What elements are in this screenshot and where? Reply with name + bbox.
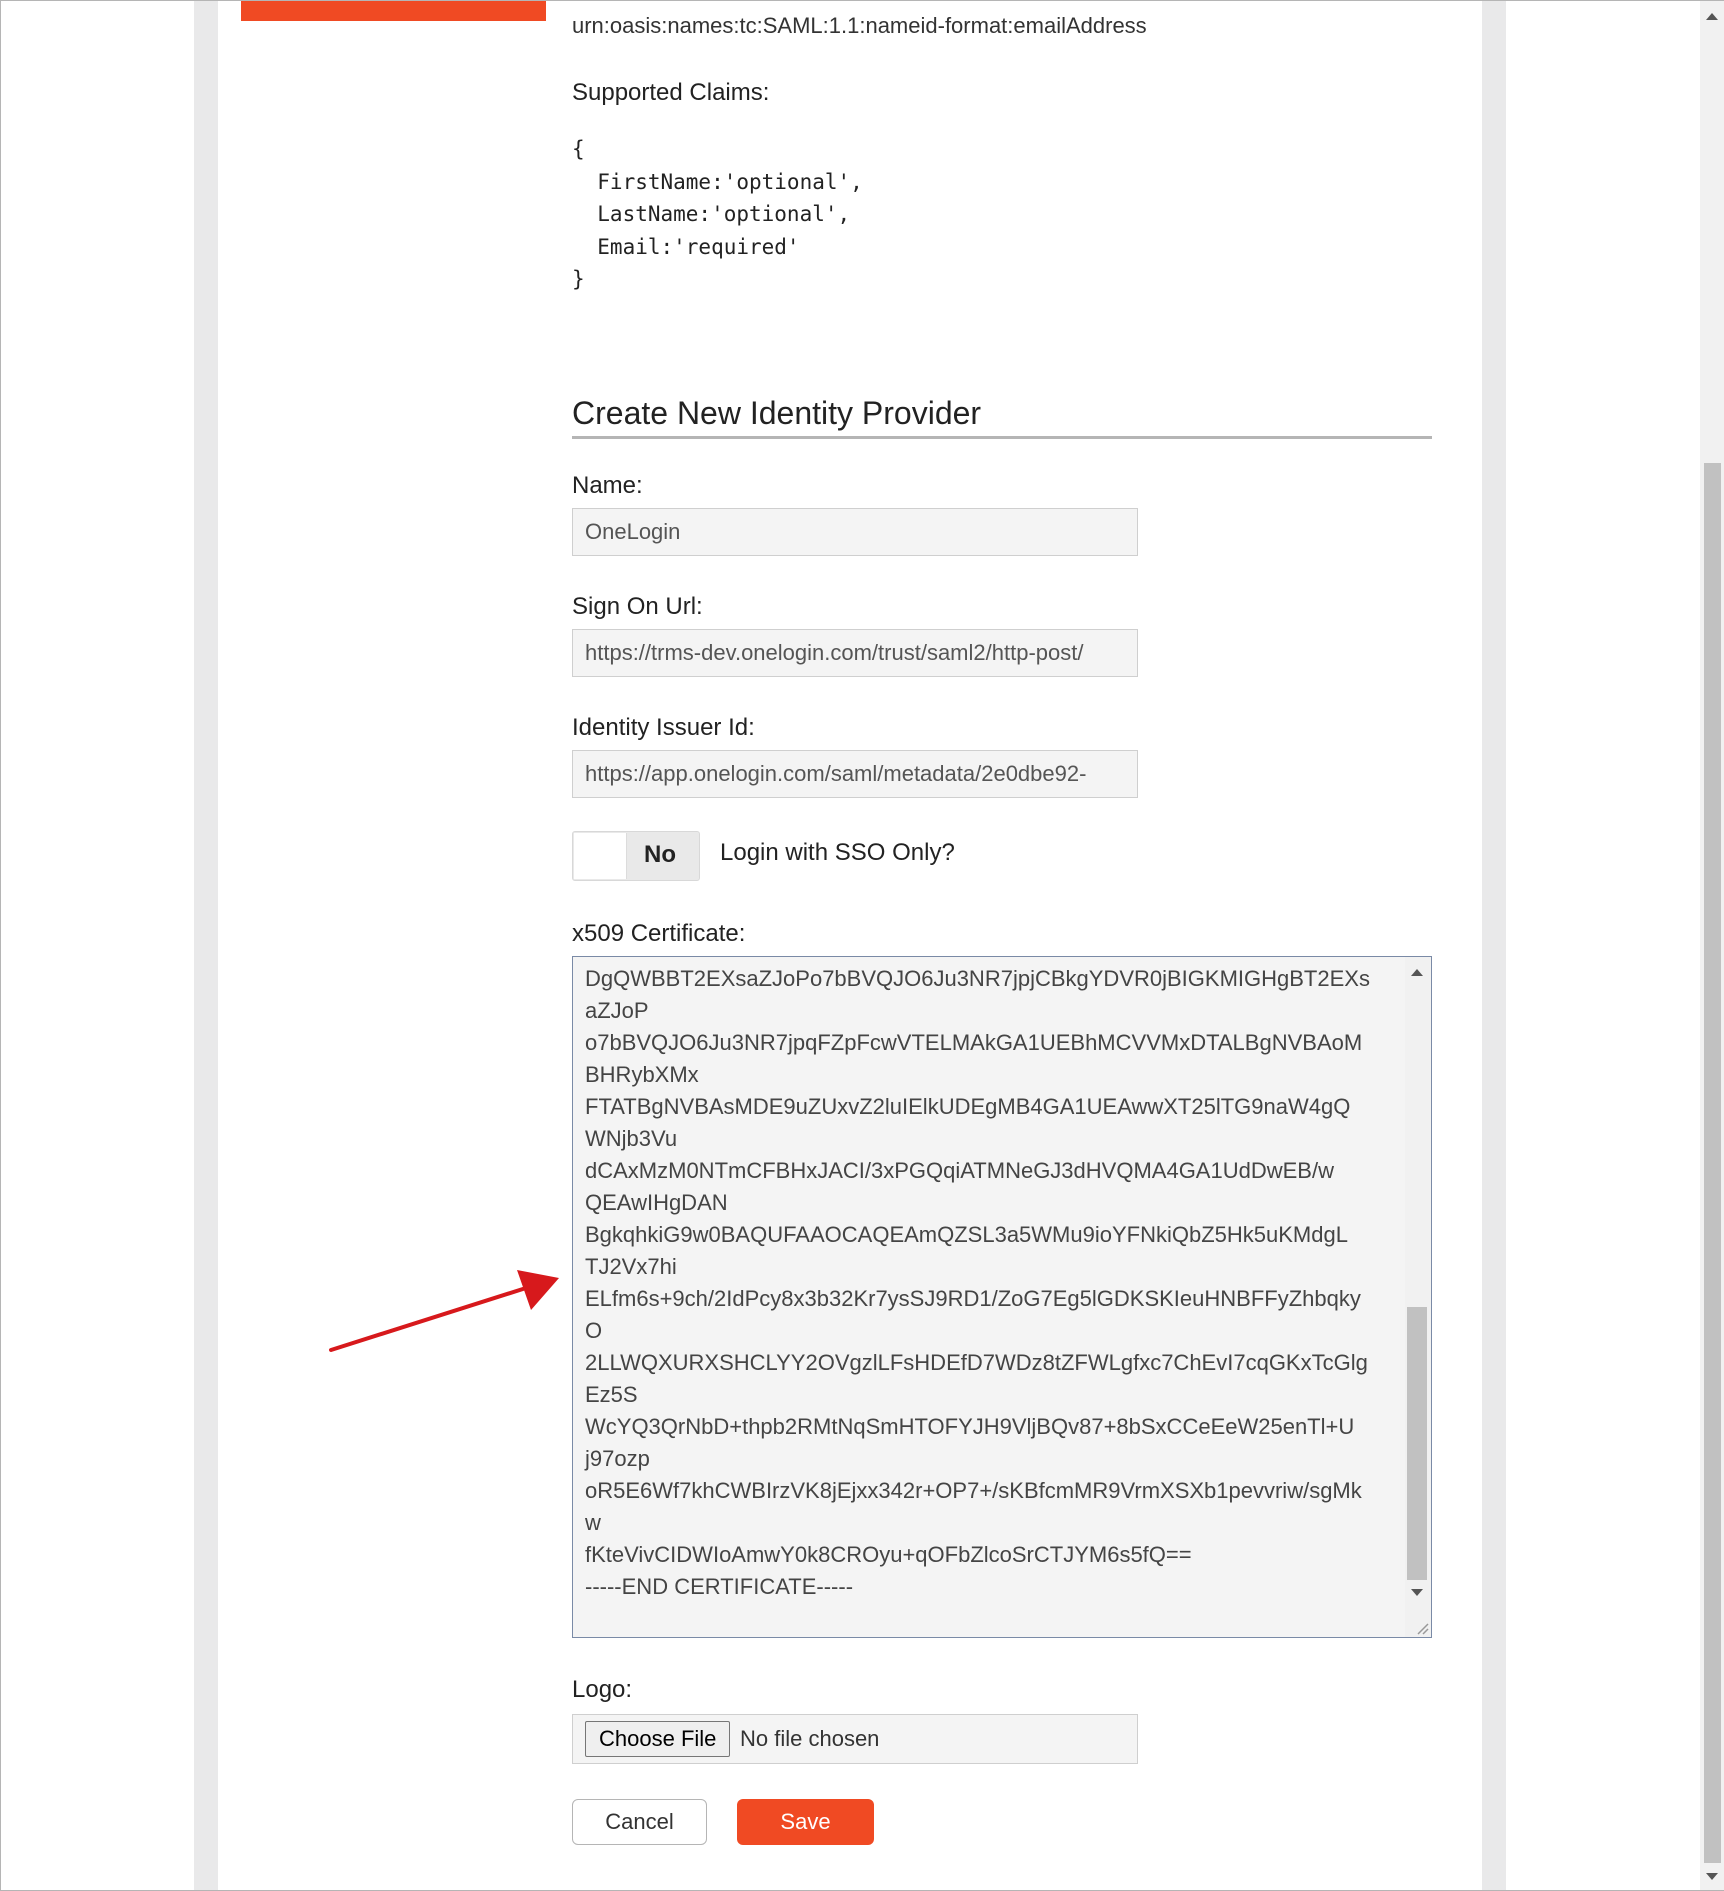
cancel-button[interactable]: Cancel (572, 1799, 707, 1845)
certificate-line: -----END CERTIFICATE----- (585, 1574, 854, 1599)
page-scrollbar[interactable] (1700, 1, 1724, 1891)
certificate-line: ELfm6s+9ch/2IdPcy8x3b32Kr7ysSJ9RD1/ZoG7Eg5lGDKSKIeuHNBFFyZhbqky (585, 1286, 1361, 1311)
certificate-scrollbar[interactable] (1405, 957, 1431, 1637)
certificate-scroll-thumb[interactable] (1407, 1307, 1427, 1580)
certificate-line: aZJoP (585, 998, 649, 1023)
certificate-line: fKteVivCIDWIoAmwY0k8CROyu+qOFbZlcoSrCTJYM6s5fQ== (585, 1542, 1192, 1567)
toggle-state-text: No (644, 841, 676, 868)
page-gutter-left (194, 1, 218, 1891)
certificate-textarea[interactable] (572, 956, 1432, 1638)
certificate-content (585, 963, 1370, 1603)
file-status-text: No file chosen (740, 1726, 880, 1751)
logo-label: Logo: (572, 1676, 633, 1703)
supported-claims-label: Supported Claims: (572, 79, 770, 106)
sso-only-label: Login with SSO Only? (720, 839, 955, 866)
section-divider (572, 436, 1432, 439)
identity-issuer-id-input[interactable]: https://app.onelogin.com/saml/metadata/2e0dbe92- (572, 750, 1138, 798)
name-label: Name: (572, 472, 643, 499)
sign-on-url-input[interactable]: https://trms-dev.onelogin.com/trust/saml2/http-post/ (572, 629, 1138, 677)
page-gutter-right (1482, 1, 1506, 1891)
certificate-line: WNjb3Vu (585, 1126, 678, 1151)
name-input[interactable]: OneLogin (572, 508, 1138, 556)
certificate-line: FTATBgNVBAsMDE9uZUxvZ2luIElkUDEgMB4GA1UEAwwXT25lTG9naW4gQ (585, 1094, 1351, 1119)
scroll-up-icon[interactable] (1411, 969, 1423, 976)
certificate-line: Ez5S (585, 1382, 638, 1407)
certificate-line: BHRybXMx (585, 1062, 699, 1087)
accent-bar (241, 1, 546, 21)
resize-grip-icon[interactable] (1413, 1619, 1429, 1635)
certificate-line: o7bBVQJO6Ju3NR7jpqFZpFcwVTELMAkGA1UEBhMCVVMxDTALBgNVBAoM (585, 1030, 1363, 1055)
certificate-line: oR5E6Wf7khCWBIrzVK8jEjxx342r+OP7+/sKBfcmMR9VrmXSXb1pevvriw/sgMk (585, 1478, 1362, 1503)
sso-only-toggle[interactable] (572, 831, 700, 881)
certificate-line: 2LLWQXURXSHCLYY2OVgzlLFsHDEfD7WDz8tZFWLgfxc7ChEvI7cqGKxTcGlg (585, 1350, 1368, 1375)
page-scroll-up-icon[interactable] (1706, 13, 1718, 20)
save-button[interactable]: Save (737, 1799, 874, 1845)
certificate-line: DgQWBBT2EXsaZJoPo7bBVQJO6Ju3NR7jpjCBkgYDVR0jBIGKMIGHgBT2EXs (585, 966, 1370, 991)
certificate-line: BgkqhkiG9w0BAQUFAAOCAQEAmQZSL3a5WMu9ioYFNkiQbZ5Hk5uKMdgL (585, 1222, 1348, 1247)
certificate-line: QEAwIHgDAN (585, 1190, 728, 1215)
certificate-line: j97ozp (585, 1446, 650, 1471)
page-scroll-down-icon[interactable] (1706, 1873, 1718, 1880)
page-title: Create New Identity Provider (572, 395, 982, 431)
certificate-line: w (585, 1510, 601, 1535)
identity-issuer-id-label: Identity Issuer Id: (572, 714, 755, 741)
sign-on-url-label: Sign On Url: (572, 593, 703, 620)
supported-claims-code: { FirstName:'optional', LastName:'optional', Email:'required' } (572, 137, 863, 291)
nameid-format-text: urn:oasis:names:tc:SAML:1.1:nameid-format:emailAddress (572, 13, 1147, 38)
red-arrow-icon (321, 1266, 571, 1356)
toggle-knob (574, 833, 627, 879)
page-scroll-thumb[interactable] (1704, 463, 1721, 1863)
certificate-line: dCAxMzM0NTmCFBHxJACI/3xPGQqiATMNeGJ3dHVQMA4GA1UdDwEB/w (585, 1158, 1334, 1183)
scroll-down-icon[interactable] (1411, 1589, 1423, 1596)
certificate-label: x509 Certificate: (572, 920, 746, 947)
choose-file-button[interactable]: Choose File (585, 1721, 730, 1757)
certificate-line: TJ2Vx7hi (585, 1254, 677, 1279)
certificate-line: O (585, 1318, 603, 1343)
logo-file-input[interactable] (572, 1714, 1138, 1764)
certificate-line: WcYQ3QrNbD+thpb2RMtNqSmHTOFYJH9VljBQv87+8bSxCCeEeW25enTl+U (585, 1414, 1355, 1439)
